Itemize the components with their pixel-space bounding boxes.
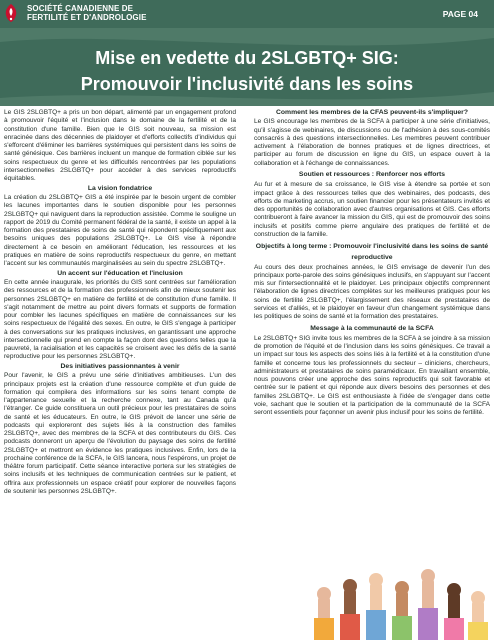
hand-5 (418, 569, 438, 640)
upcoming-initiatives-paragraph: Pour l'avenir, le GIS a prévu une série d'initiatives ambitieuses. L'un des principaux projets est la création d'une ressource complète et d'un guide de formation qui compilera des informations sur les soins tenant compte de l'appartenance sexuelle et la recherche connexe, tant au Canada qu'à l'étranger. Ce guide constituera un outil précieux pour les prestataires de soins de santé et les éducateurs. En outre, le GIS prévoit de lancer une série de podcasts qui exploreront des sujets liés à la construction des familles 2SLGBTQ+, avec des membres de la SCFA et des contributeurs du GIS. Ces podcasts donneront un aperçu de l'évolution du paysage des soins de fertilité 2SLGBTQ+ et mettront en évidence les pratiques inclusives. Enfin, lors de la prochaine conférence de la SCFA, le GIS lancera, nous l'espérons, un projet de théâtre forum participatif. Cette séance interactive portera sur les stratégies de soins inclusifs et les techniques de communication centrées sur le patient, et offrira aux professionnels un espace créatif pour explorer de nouvelles façons de soutenir les personnes 2SLGBTQ+. (4, 372, 236, 495)
heading-get-involved: Comment les membres de la CFAS peuvent-ils s'impliquer? (276, 109, 468, 116)
founding-vision-paragraph: La création du 2SLGBTQ+ GIS a été inspirée par le besoin urgent de combler les lacunes importantes dans le soutien disponible pour les personnes 2SLGBTQ+ qui naviguent dans la reproduction assistée. Comme le souligne un rapport de 2019 du Comité permanent fédéral de la santé, il existe un appel à la formation des prestataires de soins de santé qui répondent spécifiquement aux besoins uniques des populations 2SLGBTQ+. Le GIS vise à répondre directement à ce besoin en améliorant l'éducation, les ressources et les pratiques en matière de soins reproductifs respectueux du genre, en mettant l'accent sur les communautés marginalisées au sein du spectre 2SLGBTQ+. (4, 194, 236, 267)
page-header (0, 0, 494, 28)
education-inclusion-paragraph: En cette année inaugurale, les priorités du GIS sont centrées sur l'amélioration des ressources et de la formation des professionnels afin de mieux soutenir les personnes 2SLGBTQ+ en matière de fertilité et de constitution d'une famille. Il s'agit notamment de mettre au point divers formats et supports de formation pour combler les lacunes spécifiques en matière de connaissances sur les soins respectueux de l'égalité des sexes. En outre, le GIS s'engage à participer à des conversations sur les pratiques inclusives, en garantissant une approche intersectionnelle qui prend en compte la façon dont des questions telles que la pauvreté, la racialisation et les capacités se croisent avec les défis de la santé reproductive pour les personnes 2SLGBTQ+. (4, 279, 236, 361)
right-column (254, 108, 490, 419)
long-term-goals-paragraph: Au cours des deux prochaines années, le GIS envisage de devenir l'un des principaux porte-parole des soins génésiques inclusifs, en s'appuyant sur l'accent mis sur l'intersectionnalité et le plaidoyer. Les principaux objectifs comprennent l'élaboration de lignes directrices complètes sur les meilleures pratiques pour les soins de fertilité 2SLGBTQ+, l'élargissement des réseaux de prestataires de services et d'alliés, et le plaidoyer en faveur d'un changement systémique dans les politiques de soins de santé et la formation des prestataires. (254, 263, 490, 320)
raised-hands-illustration (300, 560, 490, 640)
heading-education-inclusion: Un accent sur l'éducation et l'inclusion (57, 269, 183, 277)
org-line-2: FERTILITÉ ET D'ANDROLOGIE (27, 13, 147, 22)
hand-2 (340, 579, 360, 640)
hand-7 (468, 591, 488, 640)
banner-title-line-2: Promouvoir l'inclusivité dans les soins (80, 74, 414, 94)
society-logo-icon (3, 3, 19, 23)
community-message-paragraph: Le 2SLGBTQ+ SIG invite tous les membres de la SCFA à se joindre à sa mission de promotion de l'équité et de l'inclusion dans les soins génésiques. Ce travail a un impact sur tous les aspects des soins liés à la fertilité et à la constitution d'une famille et concerne tous les professionnels du secteur – cliniciens, chercheurs, administrateurs et prestataires de soins paramédicaux. En travaillant ensemble, nous pouvons créer une approche des soins reproductifs qui soit favorable et centrée sur le patient et qui réponde aux divers besoins des personnes et des familles 2SLGBTQ+. Le GIS est enthousiaste à l'idée de s'engager dans cette voie, sachant que le soutien et la participation de la communauté de la SCFA seront essentiels pour façonner un avenir plus inclusif pour les soins de fertilité. (254, 334, 490, 416)
banner-title-line-1: Mise en vedette du 2SLGBTQ+ SIG: (95, 48, 399, 68)
heading-founding-vision: La vision fondatrice (87, 184, 153, 192)
intro-paragraph: Le GIS 2SLGBTQ+ a pris un bon départ, alimenté par un engagement profond à promouvoir l'équité et l'inclusion dans le domaine de la fertilité et de la constitution d'une famille. Bien que le GIS soit nouveau, sa mission est enracinée dans des décennies de plaidoyer et d'efforts collectifs d'individus qui s'efforcent d'éliminer les barrières systémiques qui persistent dans les soins de santé génésique. Ces barrières incluent un manque de formation ciblée sur les soins respectueux du genre et les difficultés rencontrées par les populations intersectionnelles 2SLGBTQ+ pour accéder à des services reproductifs équitables. (4, 109, 236, 182)
organization-name (27, 4, 147, 22)
page-number: PAGE 04 (442, 9, 478, 19)
heading-long-term-goals: Objectifs à long terme : Promouvoir l'inclusivité dans les soins de santé reproductive (255, 242, 489, 261)
support-resources-paragraph: Au fur et à mesure de sa croissance, le GIS vise à étendre sa portée et son impact grâce à des ressources telles que des webinaires, des podcasts, des efforts de marketing accrus, un soutien financier pour les présentateurs invités et des opportunités de collaboration avec d'autres organisations et GIS. Ces efforts contribueront à faire avancer la mission du GIS, qui est de promouvoir des soins inclusifs et positifs comme pierre angulaire des pratiques de fertilité et de construction de la famille. (254, 181, 490, 238)
hand-1 (314, 587, 334, 640)
org-line-1: SOCIÉTÉ CANADIENNE DE (27, 4, 134, 13)
hand-6 (444, 583, 464, 640)
left-column (4, 109, 236, 498)
hand-3 (366, 573, 386, 640)
heading-community-message: Message à la communauté de la SCFA (310, 324, 434, 332)
heading-upcoming-initiatives: Des initiatives passionnantes à venir (60, 363, 180, 370)
heading-support-resources: Soutien et ressources : Renforcer nos efforts (298, 171, 446, 179)
title-banner (0, 28, 494, 106)
hand-4 (392, 581, 412, 640)
get-involved-paragraph: Le GIS encourage les membres de la SCFA à participer à une série d'initiatives, qu'il s'agisse de webinaires, de discussions ou de l'adhésion à des sous-comités consacrés à des questions intersectionnelles. Les membres peuvent contribuer activement à l'élaboration de bonnes pratiques et de lignes directrices, et participer au forum de discussion en ligne du GIS, un espace ouvert à la collaboration et à l'échange de connaissances. (254, 118, 490, 167)
